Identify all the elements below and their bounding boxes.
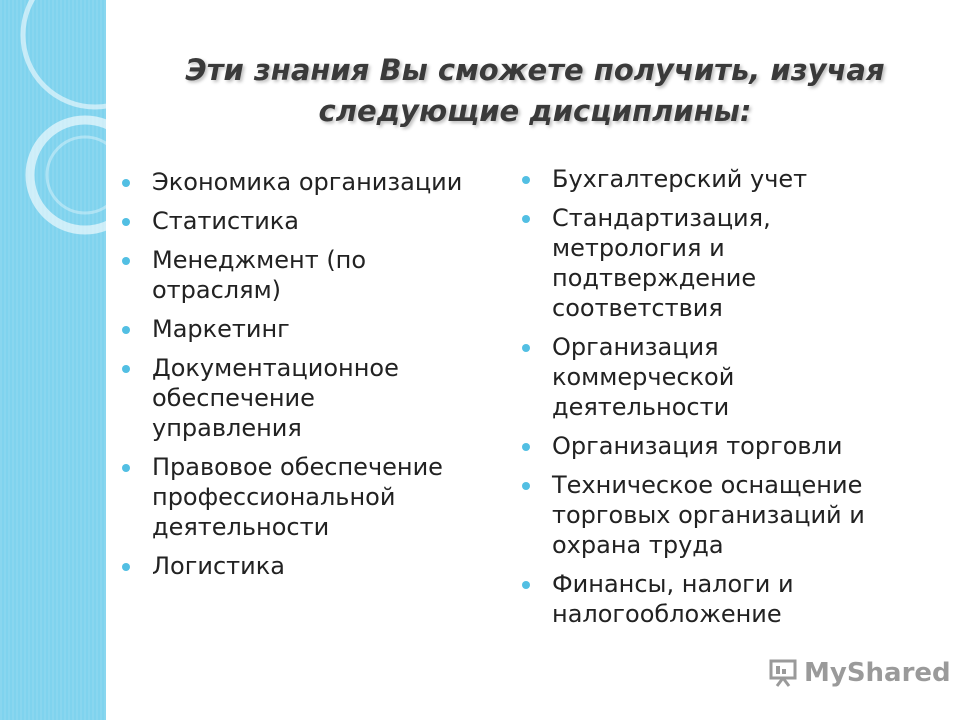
list-item	[522, 431, 922, 461]
bullet-icon	[122, 257, 130, 265]
list-item-label: Организация торговли	[552, 432, 843, 460]
list-item	[122, 551, 492, 581]
bullet-icon	[522, 176, 530, 184]
bullet-icon	[522, 581, 530, 589]
myshared-watermark	[768, 656, 951, 690]
bullet-icon	[122, 326, 130, 334]
list-item	[522, 470, 922, 560]
list-item-label: Стандартизация, метрология и подтверждение соответствия	[552, 204, 771, 322]
list-item	[122, 314, 492, 344]
list-item	[522, 569, 852, 629]
left-discipline-list	[122, 167, 492, 590]
watermark-text: MyShared	[804, 658, 951, 688]
bullet-icon	[122, 365, 130, 373]
list-item-label: Документационное обеспечение управления	[152, 354, 399, 442]
list-item	[522, 164, 922, 194]
list-item-label: Менеджмент (по отраслям)	[152, 246, 367, 304]
list-item	[122, 353, 452, 443]
bullet-icon	[522, 482, 530, 490]
bullet-icon	[122, 464, 130, 472]
list-item-label: Финансы, налоги и налогообложение	[552, 570, 794, 628]
list-item-label: Техническое оснащение торговых организаций и охрана труда	[552, 471, 865, 559]
list-item	[122, 452, 512, 542]
bullet-icon	[522, 443, 530, 451]
list-item	[522, 332, 812, 422]
list-item	[122, 245, 442, 305]
bullet-icon	[122, 563, 130, 571]
title-line-1: Эти знания Вы сможете получить, изучая	[185, 53, 885, 87]
list-item	[122, 206, 492, 236]
bullet-icon	[122, 179, 130, 187]
bullet-icon	[522, 215, 530, 223]
bullet-icon	[522, 344, 530, 352]
list-item-label: Маркетинг	[152, 315, 290, 343]
right-discipline-list	[522, 164, 922, 638]
list-item-label: Логистика	[152, 552, 285, 580]
list-item-label: Организация коммерческой деятельности	[552, 333, 735, 421]
bullet-icon	[122, 218, 130, 226]
list-item-label: Правовое обеспечение профессиональной деятельности	[152, 453, 443, 541]
list-item	[522, 203, 832, 323]
list-item-label: Экономика организации	[152, 168, 463, 196]
title-line-2: следующие дисциплины:	[318, 94, 752, 128]
slide-title	[140, 50, 930, 132]
list-item	[122, 167, 512, 197]
list-item-label: Бухгалтерский учет	[552, 165, 808, 193]
list-item-label: Статистика	[152, 207, 299, 235]
presentation-board-icon	[768, 658, 798, 688]
